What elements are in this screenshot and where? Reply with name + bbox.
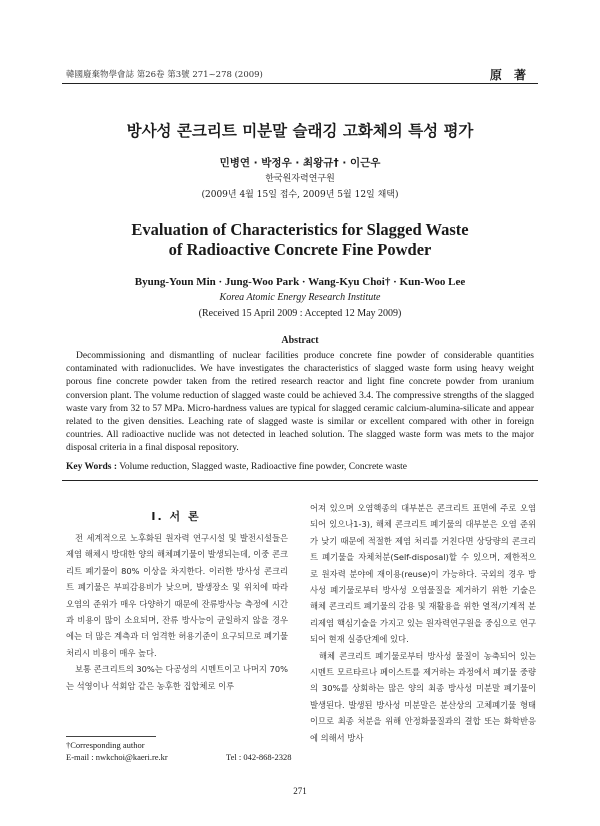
english-authors: Byung-Youn Min · Jung-Woo Park · Wang-Kyu Choi† · Kun-Woo Lee: [134, 276, 466, 288]
english-title-line2: of Radioactive Concrete Fine Powder: [168, 240, 432, 259]
english-institution: Korea Atomic Energy Research Institute: [219, 292, 381, 303]
footnote-tel: Tel : 042-868-2328: [226, 752, 292, 762]
header-rule: [62, 83, 538, 84]
left-paragraph-1: 전 세계적으로 노후화된 원자력 연구시설 및 발전시설들은 제염 해체시 방대한 양의 해체폐기물이 발생되는데, 이중 콘크리트 폐기물이 80% 이상을 차지한다. 이러한 방사성 콘크리트 폐기물은 부피감용비가 낮으며, 발생장소 및 위치에 따라 오염의 준위가 매우 다양하기 때문에 잔류방사능 측정에 시간과 비용이 많이 소요되며, 잔류 방사능이 균일하지 않을 경우에는 더 많은 계측과 더 엄격한 허용기준이 요구되므로 폐기물 처리시 비용이 매우 높다.: [66, 533, 288, 658]
left-column: [66, 530, 288, 694]
korean-title: 방사성 콘크리트 미분말 슬래깅 고화체의 특성 평가: [126, 122, 474, 140]
keywords-label: Key Words :: [66, 462, 118, 472]
footnote-rule: [66, 736, 156, 737]
journal-header: 韓國廢棄物學會誌 第26卷 第3號 271~278 (2009): [66, 70, 263, 80]
abstract-text: Decommissioning and dismantling of nuclear facilities produce concrete fine powder of considerable quantities contaminated with radionuclides. We have investigates the characteristics of slagged waste form using heavy weight porous fine concrete powder taken from the retired research reactor and light fine concrete powder from uranium conversion plant. The volume reduction of slagged waste could be achieved 3.4. The compressive strengths of the slagged waste vary from 32 to 57 MPa. Micro-hardness values are typical for slagged ceramic calcium-alumina-silicate and appear related to the given densities. Leaching rate of slagged waste is similar or excellent compared with other in foreign countries. All radioactive nuclide was not detected in leached solution. The slagged waste form was mets to the major disposal criteria in a final disposal repository.: [66, 351, 534, 454]
right-paragraph-2: 해체 콘크리트 폐기물로부터 방사성 물질이 농축되어 있는 시멘트 모르타르나 페이스트를 제거하는 과정에서 폐기물 중량의 30%를 상회하는 많은 양의 최종 방사성 미분말 폐기물이 발생된다. 발생된 방사성 미분말은 분산상의 고체폐기물 형태이므로 최종 처분을 위해 안정화물질과의 결합 또는 화학반응에 의해서 방사: [310, 650, 536, 743]
footnote-corresponding: †Corresponding author: [66, 740, 145, 750]
section-rule: [62, 480, 538, 481]
korean-dates: (2009년 4월 15일 접수, 2009년 5월 12일 채택): [201, 190, 399, 200]
left-paragraph-2: 보통 콘크리트의 30%는 다공성의 시멘트이고 나머지 70%는 석영이나 석회암 같은 농후한 집합체로 이루: [66, 664, 289, 691]
article-type-label: 原 著: [489, 68, 530, 82]
right-column: [310, 500, 536, 746]
english-title-line1: Evaluation of Characteristics for Slagged Waste: [131, 220, 469, 239]
english-received-dates: (Received 15 April 2009 : Accepted 12 May 2009): [198, 308, 402, 319]
english-title: [0, 220, 600, 260]
right-paragraph-1: 어져 있으며 오염핵종의 대부분은 콘크리트 표면에 주로 오염되어 있으나1-3), 해체 콘크리트 폐기물의 대부분은 오염 준위가 낮기 때문에 적절한 제염 처리를 거친다면 상당량의 콘크리트 폐기물을 자체처분(Self-disposal)할 수 있으며, 제한적으로 원자력 분야에 재이용(reuse)이 가능하다. 국외의 경우 방사성 폐기물로부터 방사성 오염물질을 제거하기 위한 기술은 해체 콘크리트 폐기물의 감용 및 재활용을 위한 열적/기계적 분리제염 핵심기술을 가지고 있는 원자력연구원을 중심으로 연구되어 현재 실증단계에 있다.: [310, 503, 536, 645]
korean-authors: 민병연 · 박정우 · 최왕규† · 이근우: [219, 157, 381, 169]
section-heading-introduction: I. 서 론: [151, 510, 201, 523]
page-number: 271: [293, 786, 307, 796]
abstract-heading: Abstract: [281, 335, 319, 346]
footnote-email: E-mail : nwkchoi@kaeri.re.kr: [66, 752, 168, 762]
keywords-text: Volume reduction, Slagged waste, Radioactive fine powder, Concrete waste: [117, 462, 408, 472]
korean-institution: 한국원자력연구원: [265, 174, 335, 184]
keywords: [66, 462, 407, 472]
